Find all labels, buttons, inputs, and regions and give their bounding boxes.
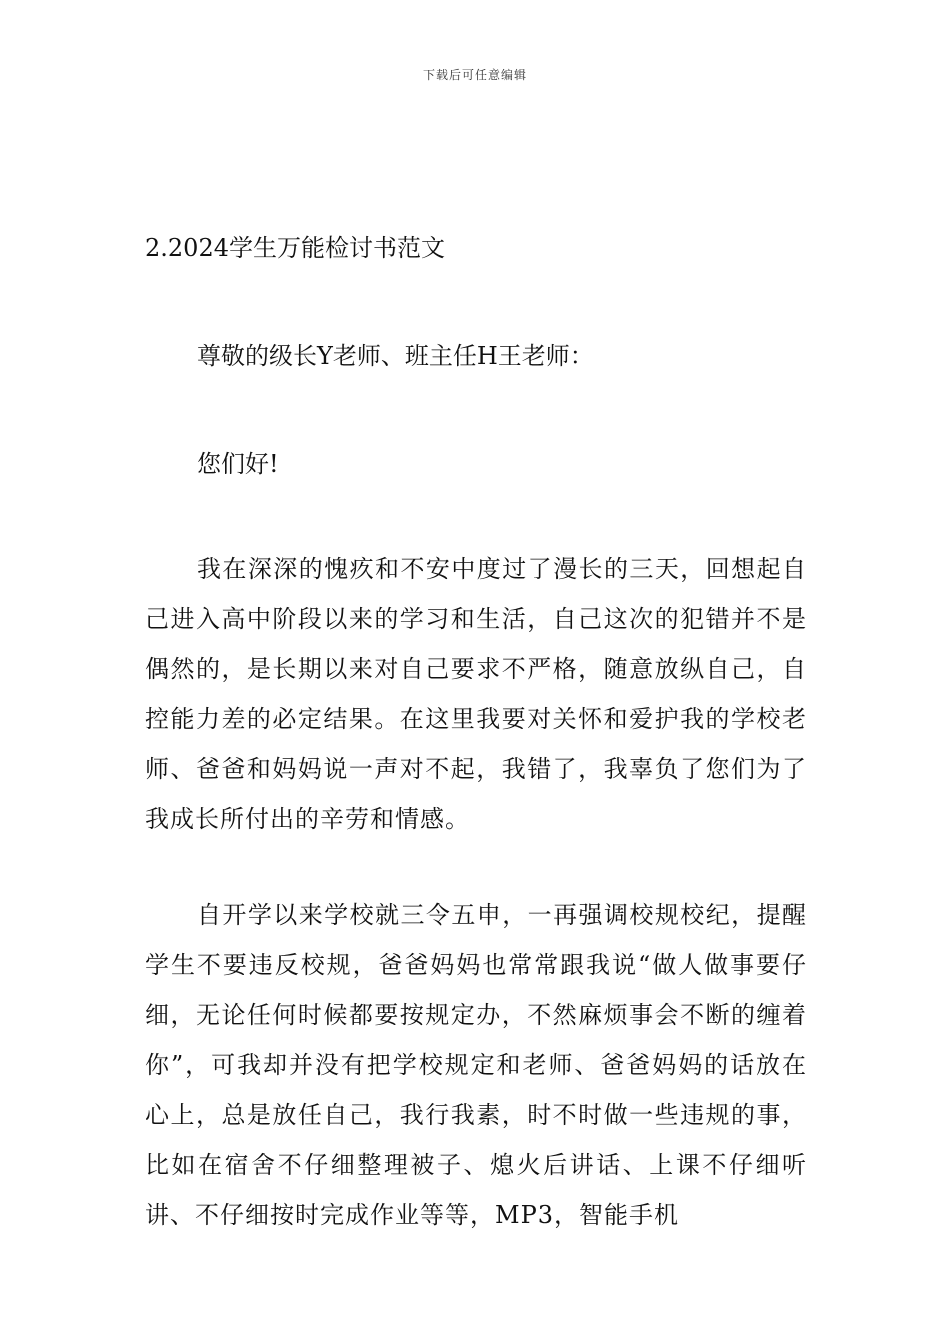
body-paragraph: 自开学以来学校就三令五申，一再强调校规校纪，提醒学生不要违反校规，爸爸妈妈也常常跟我说“做人做事要仔细，无论任何时候都要按规定办，不然麻烦事会不断的缠着你”，可我却并没有把学校规定和老师、爸爸妈妈的话放在心上，总是放任自己，我行我素，时不时做一些违规的事，比如在宿舍不仔细整理被子、熄火后讲话、上课不仔细听讲、不仔细按时完成作业等等，MP3，智能手机: [145, 901, 807, 1229]
document-title: 2.2024学生万能检讨书范文: [145, 234, 445, 262]
salutation: 尊敬的级长Y老师、班主任H王老师：: [197, 342, 594, 370]
body-paragraph: 我在深深的愧疚和不安中度过了漫长的三天，回想起自己进入高中阶段以来的学习和生活，自己这次的犯错并不是偶然的，是长期以来对自己要求不严格，随意放纵自己，自控能力差的必定结果。在这里我要对关怀和爱护我的学校老师、爸爸和妈妈说一声对不起，我错了，我辜负了您们为了我成长所付出的辛劳和情感。: [145, 555, 807, 833]
greeting: 您们好!: [197, 450, 279, 478]
document-body: [145, 227, 807, 1240]
page-header-note: 下载后可任意编辑: [422, 68, 527, 82]
